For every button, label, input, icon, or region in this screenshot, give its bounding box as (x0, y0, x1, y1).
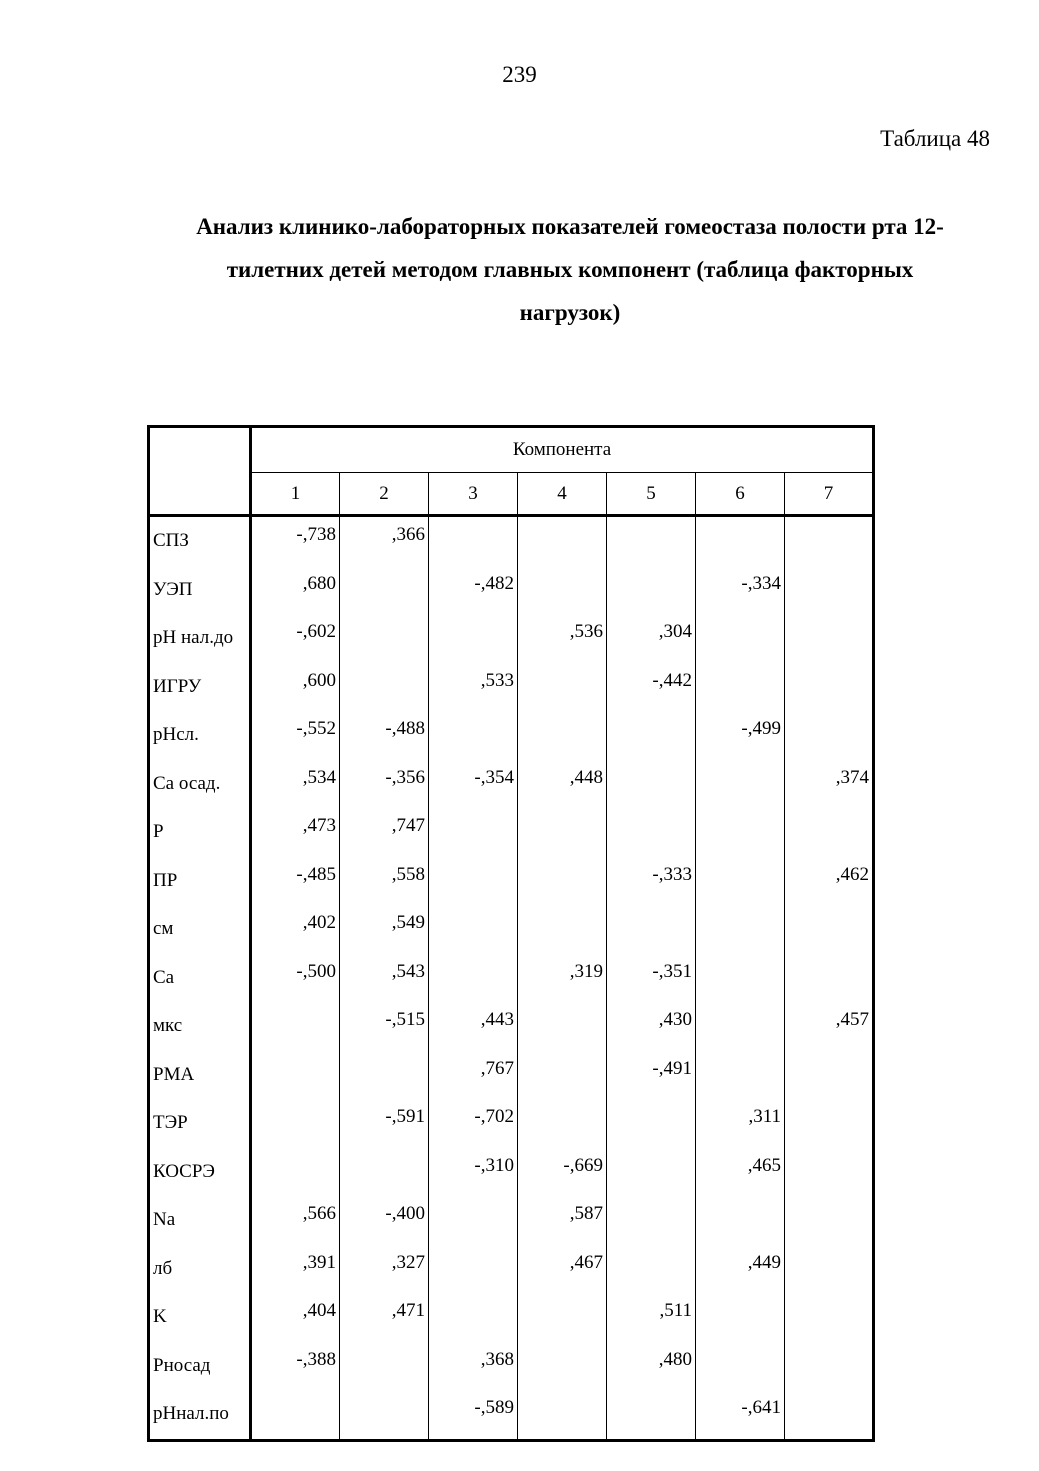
loading-cell: ,566 (251, 1196, 340, 1245)
loading-cell (607, 1196, 696, 1245)
loading-cell (340, 614, 429, 663)
table-label: Таблица 48 (880, 126, 990, 151)
column-header-7: 7 (785, 473, 874, 516)
column-header-6: 6 (696, 473, 785, 516)
row-label: мкс (149, 1002, 251, 1051)
loading-cell: -,482 (429, 566, 518, 615)
loading-cell: ,549 (340, 905, 429, 954)
loading-cell (429, 614, 518, 663)
column-header-4: 4 (518, 473, 607, 516)
loading-cell (518, 1099, 607, 1148)
loading-cell (696, 760, 785, 809)
document-title (140, 205, 1000, 334)
title-line: тилетних детей методом главных компонент (таблица факторных (226, 257, 914, 282)
loading-cell (251, 1099, 340, 1148)
loading-cell (785, 1245, 874, 1294)
loading-cell (429, 954, 518, 1003)
row-label: Na (149, 1196, 251, 1245)
loading-cell: -,515 (340, 1002, 429, 1051)
loading-cell (785, 905, 874, 954)
loading-cell: ,448 (518, 760, 607, 809)
column-header-2: 2 (340, 473, 429, 516)
loading-cell: ,402 (251, 905, 340, 954)
table-row (149, 663, 874, 712)
loading-cell: -,334 (696, 566, 785, 615)
loading-cell: ,311 (696, 1099, 785, 1148)
loading-cell (340, 566, 429, 615)
factor-loadings-table (147, 425, 875, 1442)
loading-cell: ,457 (835, 1009, 870, 1030)
loading-cell: ,536 (518, 614, 607, 663)
loading-cell: -,602 (251, 614, 340, 663)
loading-cell: ,747 (340, 808, 429, 857)
loading-cell: -,354 (429, 760, 518, 809)
table-row (149, 516, 874, 566)
loading-cell: ,467 (518, 1245, 607, 1294)
loading-cell (429, 905, 518, 954)
loading-cell: ,327 (340, 1245, 429, 1294)
row-label: K (149, 1293, 251, 1342)
loading-cell: -,738 (251, 516, 340, 566)
table-row (149, 1196, 874, 1245)
row-label: ИГРУ (149, 663, 251, 712)
loading-cell (696, 905, 785, 954)
loading-cell (518, 1293, 607, 1342)
loading-cell (785, 1051, 874, 1100)
loading-cell (518, 516, 607, 566)
loading-cell (518, 1051, 607, 1100)
loading-cell (607, 1390, 696, 1440)
row-label: лб (149, 1245, 251, 1294)
loading-cell (251, 1002, 340, 1051)
loading-cell (696, 1051, 785, 1100)
loading-cell: ,404 (251, 1293, 340, 1342)
loading-cell: -,356 (340, 760, 429, 809)
loading-cell: ,443 (429, 1002, 518, 1051)
loading-cell (429, 516, 518, 566)
loading-cell: ,430 (607, 1002, 696, 1051)
table-row (149, 1148, 874, 1197)
loading-cell (785, 516, 874, 566)
loading-cell (340, 663, 429, 712)
row-label: ПР (149, 857, 251, 906)
loading-cell (696, 663, 785, 712)
loading-cell (429, 711, 518, 760)
row-label: pHсл. (149, 711, 251, 760)
loading-cell (607, 905, 696, 954)
loading-cell: -,388 (251, 1342, 340, 1391)
table-row (149, 954, 874, 1003)
loading-cell: ,374 (835, 766, 870, 788)
loading-cell (340, 1148, 429, 1197)
loading-cell (785, 1342, 874, 1391)
table-row (149, 1245, 874, 1294)
table-row (149, 1099, 874, 1148)
loading-cell (429, 857, 518, 906)
component-group-header: Компонента (251, 427, 874, 473)
loading-cell: -,702 (429, 1099, 518, 1148)
loading-cell (429, 1293, 518, 1342)
table-row (149, 760, 874, 809)
loading-cell: ,368 (429, 1342, 518, 1391)
loading-cell: -,552 (251, 711, 340, 760)
loading-cell: ,473 (251, 808, 340, 857)
page-number: 239 (502, 62, 537, 87)
loading-cell (251, 1148, 340, 1197)
loading-cell (340, 1390, 429, 1440)
row-label: P (149, 808, 251, 857)
loading-cell: ,391 (251, 1245, 340, 1294)
loading-cell (607, 566, 696, 615)
row-label: pH нал.до (149, 614, 251, 663)
row-label: см (149, 905, 251, 954)
loading-cell (696, 954, 785, 1003)
loading-cell (785, 614, 874, 663)
row-label: КОСРЭ (149, 1148, 251, 1197)
loading-cell (696, 1293, 785, 1342)
loading-cell (785, 1148, 874, 1197)
column-header-3: 3 (429, 473, 518, 516)
loading-cell (696, 1002, 785, 1051)
loading-cell: ,534 (251, 760, 340, 809)
row-label: Ca (149, 954, 251, 1003)
loading-cell: -,442 (607, 663, 696, 712)
loading-cell (518, 566, 607, 615)
table-row (149, 1002, 874, 1051)
loading-cell: -,488 (340, 711, 429, 760)
title-line: нагрузок) (519, 300, 621, 325)
loading-cell (696, 808, 785, 857)
loading-cell: ,543 (340, 954, 429, 1003)
row-label: Pносад (149, 1342, 251, 1391)
loading-cell (518, 808, 607, 857)
loading-cell (785, 1196, 874, 1245)
loading-cell (518, 1002, 607, 1051)
loading-cell (607, 1148, 696, 1197)
loading-cell (696, 857, 785, 906)
loading-cell (607, 760, 696, 809)
loading-cell (518, 905, 607, 954)
loading-cell: ,680 (251, 566, 340, 615)
table-row (149, 1293, 874, 1342)
table-row (149, 614, 874, 663)
table-row (149, 711, 874, 760)
row-label: РМА (149, 1051, 251, 1100)
loading-cell (340, 1342, 429, 1391)
loading-cell: -,400 (340, 1196, 429, 1245)
table-row (149, 1051, 874, 1100)
loading-cell (785, 954, 874, 1003)
loading-cell (607, 516, 696, 566)
loading-cell: -,310 (429, 1148, 518, 1197)
loading-cell: -,491 (607, 1051, 696, 1100)
loading-cell: -,485 (251, 857, 340, 906)
loading-cell (607, 711, 696, 760)
loading-cell: ,533 (429, 663, 518, 712)
table-row (149, 1390, 874, 1440)
loading-cell (696, 614, 785, 663)
loading-cell (518, 1390, 607, 1440)
loading-cell (251, 1390, 340, 1440)
loading-cell (785, 1293, 874, 1342)
loading-cell (429, 1196, 518, 1245)
loading-cell (251, 1051, 340, 1100)
loading-cell (785, 1099, 874, 1148)
table-corner-cell (149, 427, 251, 516)
loading-cell: ,465 (696, 1148, 785, 1197)
loading-cell: -,591 (340, 1099, 429, 1148)
loading-cell: -,333 (607, 857, 696, 906)
loading-cell (785, 808, 874, 857)
loading-cell (518, 711, 607, 760)
loading-cell: ,480 (607, 1342, 696, 1391)
loading-cell: -,669 (518, 1148, 607, 1197)
loading-cell (607, 1099, 696, 1148)
row-label: pHнал.по (149, 1390, 251, 1440)
loading-cell: -,500 (251, 954, 340, 1003)
loading-cell (518, 1342, 607, 1391)
loading-cell: ,767 (429, 1051, 518, 1100)
loading-cell (340, 1051, 429, 1100)
loading-cell (518, 857, 607, 906)
loading-cell: ,462 (835, 863, 870, 885)
loading-cell (696, 1342, 785, 1391)
loading-cell: ,471 (340, 1293, 429, 1342)
title-line: Анализ клинико-лабораторных показателей гомеостаза полости рта 12- (196, 214, 944, 239)
loading-cell (785, 1390, 874, 1440)
loading-cell (696, 1196, 785, 1245)
loading-cell: ,511 (607, 1293, 696, 1342)
loading-cell (785, 711, 874, 760)
loading-cell (785, 566, 874, 615)
row-label: УЭП (149, 566, 251, 615)
loading-cell: ,319 (518, 954, 607, 1003)
loading-cell (696, 516, 785, 566)
loading-cell (607, 808, 696, 857)
loading-cell: ,366 (340, 516, 429, 566)
column-header-5: 5 (607, 473, 696, 516)
row-label: СПЗ (149, 516, 251, 566)
loading-cell: ,304 (607, 614, 696, 663)
loading-cell (518, 663, 607, 712)
table-row (149, 905, 874, 954)
loading-cell: ,449 (696, 1245, 785, 1294)
loading-cell: ,600 (251, 663, 340, 712)
table-row (149, 857, 874, 906)
row-label: Ca осад. (149, 760, 251, 809)
loading-cell (607, 1245, 696, 1294)
loading-cell: -,589 (429, 1390, 518, 1440)
table-row (149, 566, 874, 615)
loading-cell: ,587 (518, 1196, 607, 1245)
table-row (149, 808, 874, 857)
loading-cell: ,558 (340, 857, 429, 906)
loading-cell (429, 808, 518, 857)
loading-cell (785, 663, 874, 712)
loading-cell: -,499 (696, 711, 785, 760)
table-row (149, 1342, 874, 1391)
loading-cell (429, 1245, 518, 1294)
loading-cell: -,351 (607, 954, 696, 1003)
row-label: ТЭР (149, 1099, 251, 1148)
column-header-1: 1 (251, 473, 340, 516)
loading-cell: -,641 (696, 1390, 785, 1440)
